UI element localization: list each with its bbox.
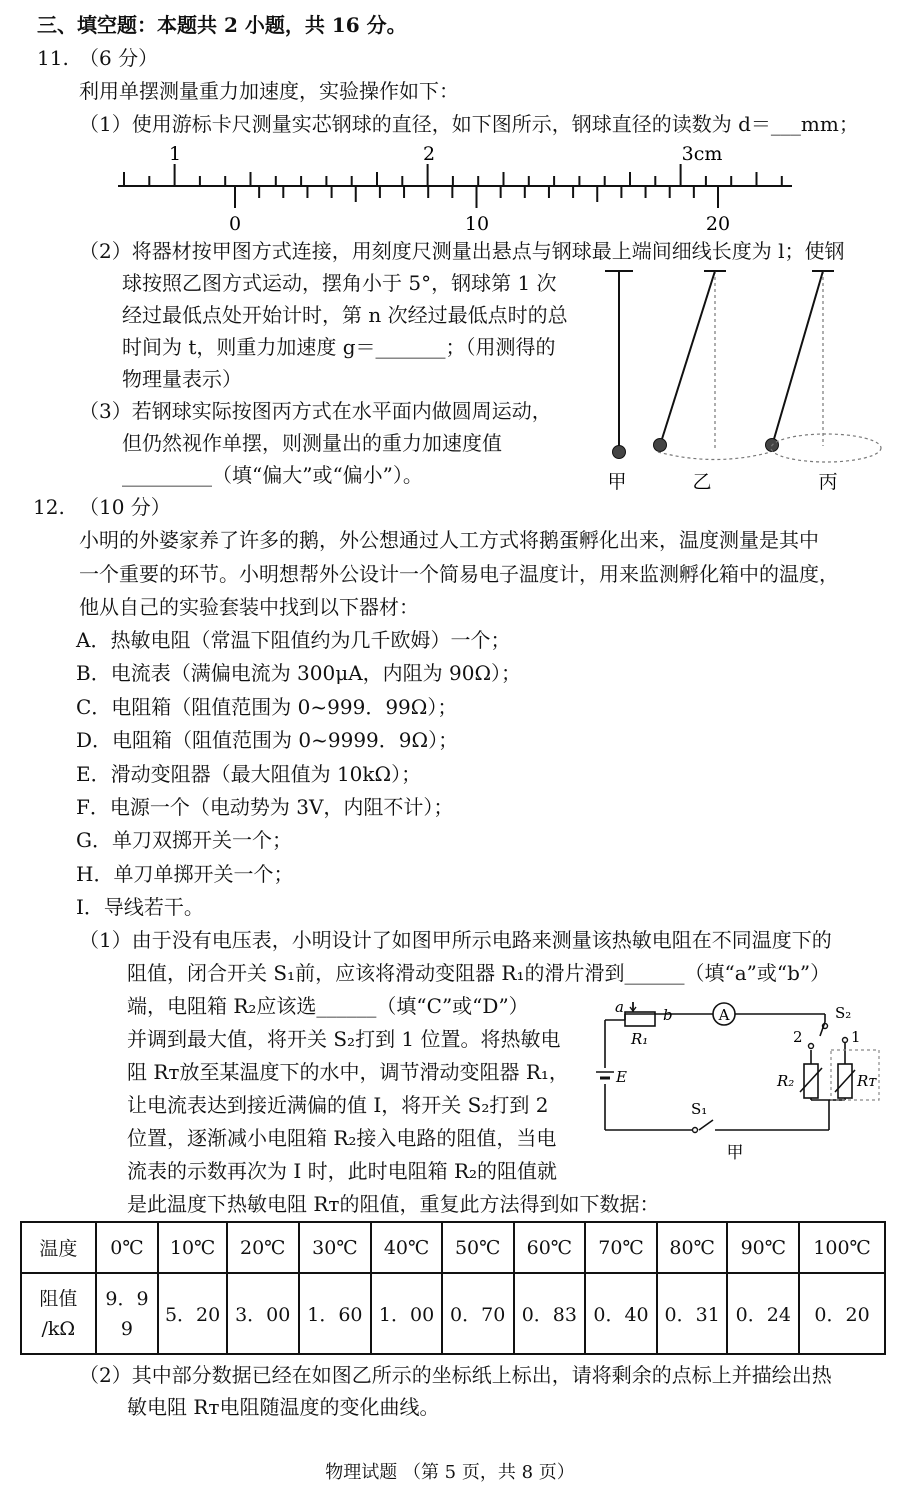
pendulum-figures	[595, 262, 895, 498]
q12-part1-line4: 并调到最大值，将开关 S₂打到 1 位置。将热敏电	[127, 1027, 561, 1051]
q12-part1-line1: （1）由于没有电压表，小明设计了如图甲所示电路来测量该热敏电阻在不同温度下的	[79, 928, 832, 952]
terminal-a-label: a	[615, 998, 624, 1016]
equipment-item: B．电流表（满偏电流为 300μA，内阻为 90Ω）；	[76, 661, 522, 685]
terminal-b-label: b	[663, 1006, 673, 1024]
equipment-item: G．单刀双掷开关一个；	[76, 828, 292, 852]
q12-part1-line2: 阻值，闭合开关 S₁前，应该将滑动变阻器 R₁的滑片滑到______（填“a”或“b”）	[127, 961, 831, 985]
table-header-cell: 30℃	[299, 1222, 372, 1273]
q11-score: （6 分）	[79, 46, 159, 70]
table-header-cell: 100℃	[799, 1222, 885, 1273]
vernier-scale-label: 20	[705, 213, 731, 235]
vernier-caliper-figure	[110, 138, 800, 238]
circuit-diagram-jia	[595, 988, 895, 1168]
switch-s2-label: S₂	[835, 1004, 852, 1022]
q12-score: （10 分）	[79, 495, 171, 519]
q12-part1-line9: 是此温度下热敏电阻 Rᴛ的阻值，重复此方法得到如下数据：	[127, 1192, 660, 1216]
table-row-label: 阻值 /kΩ	[21, 1273, 96, 1354]
q12-part1-line3: 端，电阻箱 R₂应该选______（填“C”或“D”）	[127, 994, 529, 1018]
q11-part2-line1: （2）将器材按甲图方式连接，用刻度尺测量出悬点与钢球最上端间细线长度为 l；使钢	[79, 239, 845, 263]
vernier-scale-label: 10	[464, 213, 490, 235]
q12-intro-line3: 他从自己的实验套装中找到以下器材：	[79, 595, 419, 619]
pendulum-label-bing: 丙	[818, 471, 838, 493]
equipment-item: D．电阻箱（阻值范围为 0~9999．9Ω）；	[76, 728, 459, 752]
main-scale-label: 1	[168, 143, 182, 165]
ammeter-label: A	[718, 1006, 730, 1024]
thermistor-rt-label: Rᴛ	[857, 1072, 877, 1090]
table-cell: 5．20	[158, 1273, 227, 1354]
table-header-cell: 温度	[21, 1222, 96, 1273]
resistor-box-r2-label: R₂	[777, 1072, 795, 1090]
q12-part1-line7: 位置，逐渐减小电阻箱 R₂接入电路的阻值，当电	[127, 1126, 557, 1150]
table-header-cell: 60℃	[514, 1222, 586, 1273]
table-header-cell: 20℃	[227, 1222, 299, 1273]
switch-position-1-label: 1	[851, 1028, 861, 1046]
table-cell: 0．31	[657, 1273, 728, 1354]
q12-part1-line5: 阻 Rᴛ放至某温度下的水中，调节滑动变阻器 R₁，	[127, 1060, 569, 1084]
q11-part2-line3: 经过最低点处开始计时，第 n 次经过最低点时的总	[122, 303, 568, 327]
q11-part3-line2: 但仍然视作单摆，则测量出的重力加速度值	[122, 431, 502, 455]
table-cell: 9．9 9	[96, 1273, 159, 1354]
main-scale-label: 3cm	[681, 143, 723, 165]
table-cell: 0．83	[514, 1273, 586, 1354]
equipment-item: I．导线若干。	[76, 895, 204, 919]
table-cell: 1．60	[299, 1273, 372, 1354]
q12-intro-line2: 一个重要的环节。小明想帮外公设计一个简易电子温度计，用来监测孵化箱中的温度，	[79, 562, 839, 586]
page-footer: 物理试题 （第 5 页，共 8 页）	[325, 1462, 575, 1483]
table-header-cell: 40℃	[371, 1222, 442, 1273]
table-cell: 0．24	[727, 1273, 799, 1354]
q11-part2-line2: 球按照乙图方式运动，摆角小于 5°，钢球第 1 次	[122, 271, 557, 295]
q12-part1-line8: 流表的示数再次为 I 时，此时电阻箱 R₂的阻值就	[127, 1159, 558, 1183]
q11-part2-line5: 物理量表示）	[122, 367, 242, 391]
table-cell: 1．00	[371, 1273, 442, 1354]
switch-s1-label: S₁	[691, 1100, 708, 1118]
section-title: 三、填空题：本题共 2 小题，共 16 分。	[37, 13, 407, 37]
q11-number: 11.	[37, 46, 69, 70]
resistance-temperature-table	[20, 1221, 886, 1355]
pendulum-label-jia: 甲	[607, 471, 627, 493]
table-cell: 3．00	[227, 1273, 299, 1354]
table-header-cell: 90℃	[727, 1222, 799, 1273]
main-scale-label: 2	[422, 143, 436, 165]
q11-part3-line1: （3）若钢球实际按图丙方式在水平面内做圆周运动，	[79, 399, 552, 423]
q11-part2-line4: 时间为 t，则重力加速度 g＝_______；（用测得的	[122, 335, 556, 359]
q11-part3-line3: _________（填“偏大”或“偏小”）。	[122, 463, 423, 487]
q12-part2-line1: （2）其中部分数据已经在如图乙所示的坐标纸上标出，请将剩余的点标上并描绘出热	[79, 1363, 832, 1387]
table-header-cell: 0℃	[96, 1222, 159, 1273]
vernier-scale-label: 0	[228, 213, 242, 235]
battery-e-label: E	[616, 1068, 627, 1086]
equipment-item: H．单刀单掷开关一个；	[76, 862, 294, 886]
table-header-cell: 10℃	[158, 1222, 227, 1273]
table-cell: 0．70	[442, 1273, 514, 1354]
pendulum-label-yi: 乙	[692, 471, 712, 493]
q11-part1: （1）使用游标卡尺测量实芯钢球的直径，如下图所示，钢球直径的读数为 d＝___mm；	[79, 112, 859, 136]
equipment-item: C．电阻箱（阻值范围为 0~999．99Ω）；	[76, 695, 458, 719]
equipment-item: F．电源一个（电动势为 3V，内阻不计）；	[76, 795, 454, 819]
q12-part1-line6: 让电流表达到接近满偏的值 I，将开关 S₂打到 2	[127, 1093, 549, 1117]
q12-part2-line2: 敏电阻 Rᴛ电阻随温度的变化曲线。	[127, 1395, 440, 1419]
circuit-caption: 甲	[726, 1143, 744, 1163]
rheostat-r1-label: R₁	[631, 1030, 649, 1048]
q12-intro-line1: 小明的外婆家养了许多的鹅，外公想通过人工方式将鹅蛋孵化出来，温度测量是其中	[79, 528, 819, 552]
table-header-cell: 80℃	[657, 1222, 728, 1273]
table-cell: 0．40	[585, 1273, 657, 1354]
equipment-item: E．滑动变阻器（最大阻值为 10kΩ）；	[76, 762, 422, 786]
equipment-item: A．热敏电阻（常温下阻值约为几千欧姆）一个；	[76, 628, 511, 652]
q12-number: 12.	[33, 495, 65, 519]
q11-intro: 利用单摆测量重力加速度，实验操作如下：	[79, 79, 459, 103]
table-header-cell: 50℃	[442, 1222, 514, 1273]
table-cell: 0．20	[799, 1273, 885, 1354]
table-header-cell: 70℃	[585, 1222, 657, 1273]
switch-position-2-label: 2	[793, 1028, 803, 1046]
